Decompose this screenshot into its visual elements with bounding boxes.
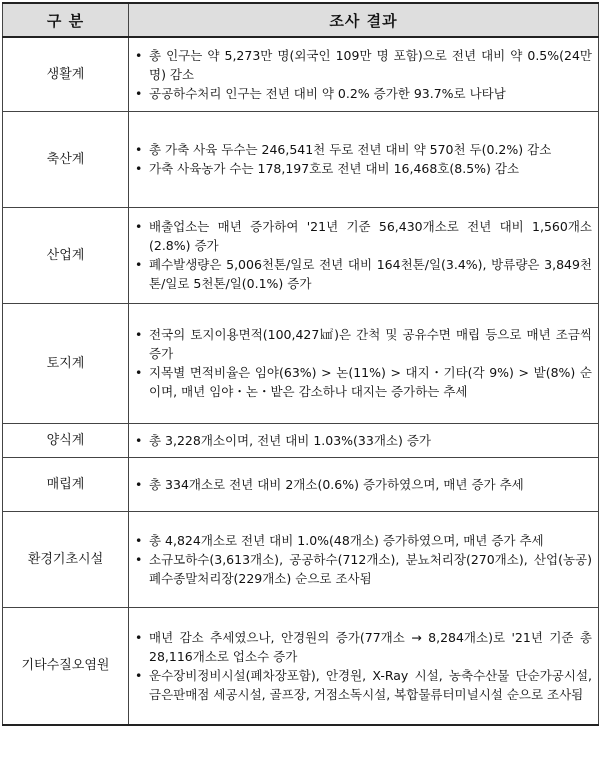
bullet-icon: • [135, 161, 143, 176]
list-item [135, 325, 592, 363]
row-category: 토지계 [3, 303, 129, 423]
table-header-row [3, 3, 599, 37]
item-text: 총 인구는 약 5,273만 명(외국인 109만 명 포함)으로 전년 대비 약 0.5%(24만 명) 감소 [149, 47, 592, 82]
item-text: 공공하수처리 인구는 전년 대비 약 0.2% 증가한 93.7%로 나타남 [149, 85, 506, 101]
item-text: 총 가축 사육 두수는 246,541천 두로 전년 대비 약 570천 두(0.2%) 감소 [149, 142, 552, 157]
row-results [129, 423, 599, 457]
item-text: 총 3,228개소이며, 전년 대비 1.03%(33개소) 증가 [149, 432, 431, 448]
item-text: 운수장비정비시설(폐차장포함), 안경원, X-Ray 시설, 농축수산물 단순가공시설, 금은판매점 세공시설, 골프장, 거점소독시설, 복합물류터미널시설 순으로 조사됨 [149, 667, 592, 702]
item-text: 지목별 면적비율은 임야(63%) > 논(11%) > 대지・기타(각 9%) > 밭(8%) 순이며, 매년 임야・논・밭은 감소하나 대지는 증가하는 추세 [149, 365, 592, 399]
table-row [3, 607, 599, 725]
list-item [135, 531, 592, 550]
list-item [135, 363, 592, 401]
table-row [3, 511, 599, 607]
list-item [135, 84, 592, 103]
item-text: 전국의 토지이용면적(100,427㎢)은 간척 및 공유수면 매립 등으로 매년 조금씩 증가 [149, 327, 592, 361]
item-text: 배출업소는 매년 증가하여 '21년 기준 56,430개소로 전년 대비 1,560개소(2.8%) 증가 [149, 219, 592, 253]
item-text: 총 4,824개소로 전년 대비 1.0%(48개소) 증가하였으며, 매년 증가 추세 [149, 532, 544, 548]
bullet-icon: • [135, 365, 143, 380]
header-results: 조사 결과 [129, 3, 599, 37]
table-row [3, 37, 599, 111]
row-results [129, 457, 599, 511]
list-item [135, 666, 592, 704]
item-text: 폐수발생량은 5,006천톤/일로 전년 대비 164천톤/일(3.4%), 방류량은 3,849천톤/일로 5천톤/일(0.1%) 증가 [149, 257, 592, 291]
list-item [135, 217, 592, 255]
table-row [3, 207, 599, 303]
list-item [135, 475, 592, 494]
row-category: 생활계 [3, 37, 129, 111]
row-results [129, 511, 599, 607]
table-row [3, 111, 599, 207]
row-category: 양식계 [3, 423, 129, 457]
row-results [129, 111, 599, 207]
list-item [135, 140, 592, 159]
row-results [129, 607, 599, 725]
row-category: 환경기초시설 [3, 511, 129, 607]
bullet-icon: • [135, 432, 143, 448]
table-row [3, 457, 599, 511]
list-item [135, 550, 592, 588]
bullet-icon: • [135, 85, 143, 101]
bullet-icon: • [135, 257, 143, 272]
item-text: 소규모하수(3,613개소), 공공하수(712개소), 분뇨처리장(270개소), 산업(농공)폐수종말처리장(229개소) 순으로 조사됨 [149, 551, 592, 586]
survey-results-table [2, 2, 599, 726]
bullet-icon: • [135, 142, 143, 157]
bullet-icon: • [135, 476, 143, 492]
row-category: 기타수질오염원 [3, 607, 129, 725]
row-category: 산업계 [3, 207, 129, 303]
list-item [135, 628, 592, 666]
item-text: 가축 사육농가 수는 178,197호로 전년 대비 16,468호(8.5%) 감소 [149, 161, 520, 176]
bullet-icon: • [135, 219, 143, 234]
row-results [129, 303, 599, 423]
table-row [3, 423, 599, 457]
list-item [135, 431, 592, 450]
bullet-icon: • [135, 629, 143, 645]
header-category: 구 분 [3, 3, 129, 37]
list-item [135, 46, 592, 84]
row-results [129, 37, 599, 111]
list-item [135, 159, 592, 178]
row-category: 축산계 [3, 111, 129, 207]
item-text: 매년 감소 추세였으나, 안경원의 증가(77개소 → 8,284개소)로 '21년 기준 총 28,116개소로 업소수 증가 [149, 629, 592, 664]
row-category: 매립계 [3, 457, 129, 511]
bullet-icon: • [135, 327, 143, 342]
table-row [3, 303, 599, 423]
bullet-icon: • [135, 551, 143, 567]
list-item [135, 255, 592, 293]
row-results [129, 207, 599, 303]
bullet-icon: • [135, 667, 143, 683]
bullet-icon: • [135, 47, 143, 63]
item-text: 총 334개소로 전년 대비 2개소(0.6%) 증가하였으며, 매년 증가 추세 [149, 476, 524, 492]
bullet-icon: • [135, 532, 143, 548]
